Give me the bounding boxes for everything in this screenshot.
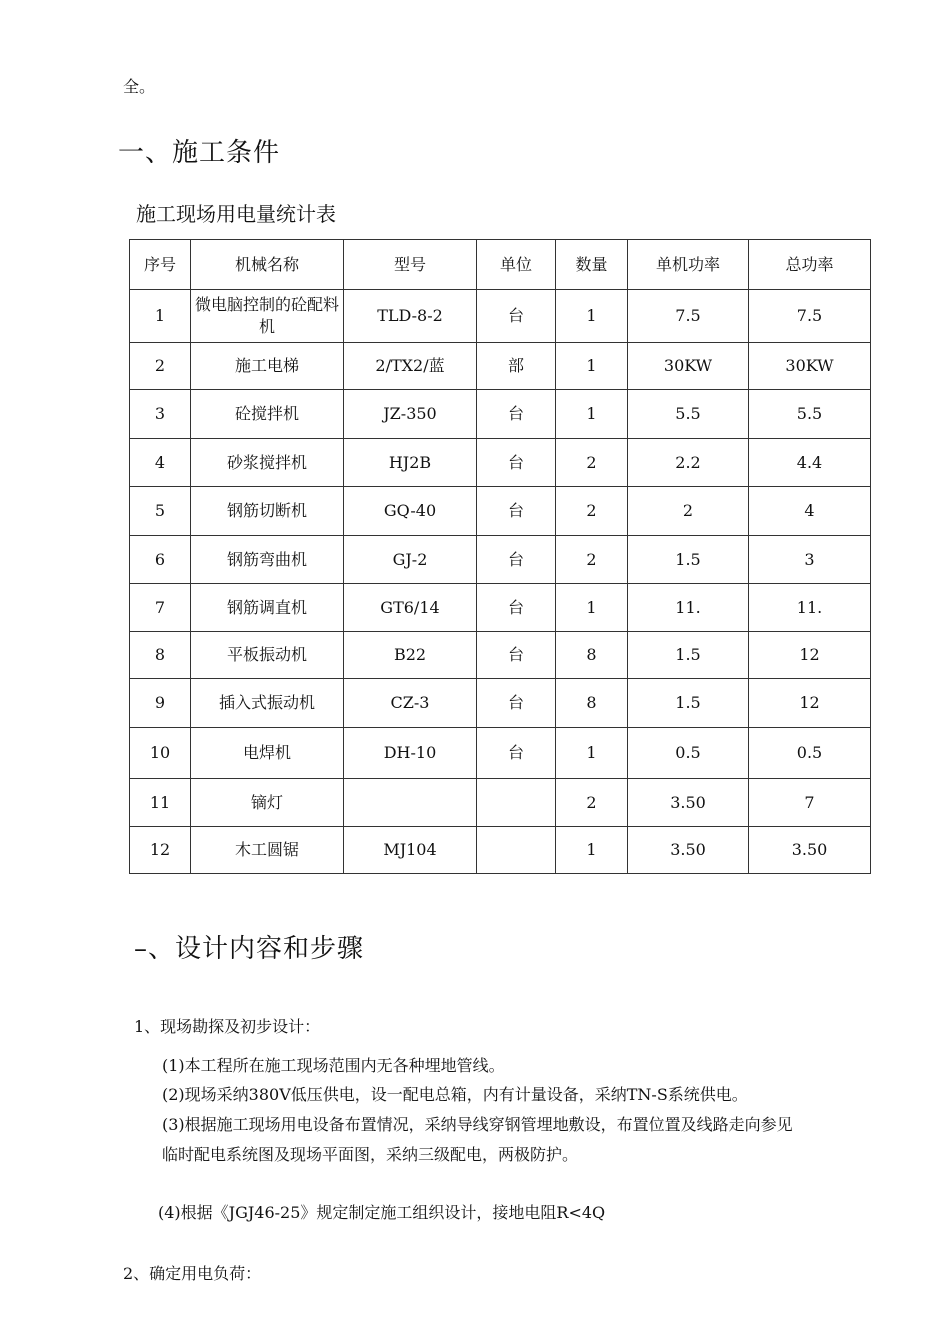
cell-no: 5 <box>130 487 191 536</box>
table-row <box>130 779 871 827</box>
cell-name: 钢筋切断机 <box>191 487 344 536</box>
cell-total-power: 5.5 <box>749 390 871 439</box>
cell-no: 7 <box>130 584 191 632</box>
cell-no: 3 <box>130 390 191 439</box>
step1-item2: (2)现场采纳380V低压供电，设一配电总箱，内有计量设备，采纳TN-S系统供电。 <box>162 1085 748 1104</box>
cell-name: 砼搅拌机 <box>191 390 344 439</box>
cell-model: GT6/14 <box>344 584 477 632</box>
cell-total-power: 0.5 <box>749 728 871 779</box>
cell-unit <box>477 779 556 827</box>
cell-unit: 部 <box>477 343 556 390</box>
cell-model: DH-10 <box>344 728 477 779</box>
step1-item3-cont: 临时配电系统图及现场平面图，采纳三级配电，两极防护。 <box>162 1145 579 1164</box>
table-row <box>130 632 871 679</box>
header-total-power: 总功率 <box>749 240 871 290</box>
step1-heading: 1、现场勘探及初步设计： <box>134 1017 321 1036</box>
cell-total-power: 11. <box>749 584 871 632</box>
cell-model: TLD-8-2 <box>344 290 477 343</box>
cell-total-power: 7 <box>749 779 871 827</box>
cell-name: 木工圆锯 <box>191 827 344 874</box>
table-caption: 施工现场用电量统计表 <box>136 202 336 226</box>
cell-model: JZ-350 <box>344 390 477 439</box>
table-row <box>130 390 871 439</box>
cell-unit-power: 11. <box>628 584 749 632</box>
cell-unit-power: 3.50 <box>628 827 749 874</box>
table-row <box>130 487 871 536</box>
cell-unit: 台 <box>477 632 556 679</box>
cell-no: 6 <box>130 536 191 584</box>
cell-model: MJ104 <box>344 827 477 874</box>
cell-unit: 台 <box>477 536 556 584</box>
cell-total-power: 12 <box>749 679 871 728</box>
cell-total-power: 4 <box>749 487 871 536</box>
cell-unit-power: 3.50 <box>628 779 749 827</box>
cell-no: 9 <box>130 679 191 728</box>
cell-total-power: 3 <box>749 536 871 584</box>
cell-unit-power: 2 <box>628 487 749 536</box>
table-row <box>130 290 871 343</box>
cell-qty: 2 <box>556 779 628 827</box>
cell-model: CZ-3 <box>344 679 477 728</box>
cell-unit: 台 <box>477 584 556 632</box>
cell-name: 镝灯 <box>191 779 344 827</box>
cell-no: 4 <box>130 439 191 487</box>
cell-qty: 1 <box>556 290 628 343</box>
cell-name: 钢筋调直机 <box>191 584 344 632</box>
cell-unit <box>477 827 556 874</box>
cell-unit-power: 2.2 <box>628 439 749 487</box>
header-unit: 单位 <box>477 240 556 290</box>
cell-name: 平板振动机 <box>191 632 344 679</box>
cell-name: 微电脑控制的砼配料机 <box>191 290 344 343</box>
cell-qty: 1 <box>556 827 628 874</box>
cell-qty: 1 <box>556 728 628 779</box>
cell-name: 插入式振动机 <box>191 679 344 728</box>
cell-qty: 2 <box>556 487 628 536</box>
cell-name: 电焊机 <box>191 728 344 779</box>
section2-heading: –、设计内容和步骤 <box>134 934 365 964</box>
table-row <box>130 536 871 584</box>
cell-no: 12 <box>130 827 191 874</box>
header-model: 型号 <box>344 240 477 290</box>
cell-qty: 1 <box>556 343 628 390</box>
cell-qty: 2 <box>556 439 628 487</box>
cell-no: 11 <box>130 779 191 827</box>
cell-unit-power: 0.5 <box>628 728 749 779</box>
cell-unit-power: 1.5 <box>628 632 749 679</box>
table-row <box>130 679 871 728</box>
cell-model: GJ-2 <box>344 536 477 584</box>
cell-unit: 台 <box>477 439 556 487</box>
intro-tail-text: 全。 <box>123 77 156 96</box>
cell-unit: 台 <box>477 679 556 728</box>
cell-total-power: 12 <box>749 632 871 679</box>
cell-model: B22 <box>344 632 477 679</box>
cell-qty: 8 <box>556 632 628 679</box>
cell-qty: 1 <box>556 390 628 439</box>
cell-name: 施工电梯 <box>191 343 344 390</box>
table-row <box>130 343 871 390</box>
step1-item3: (3)根据施工现场用电设备布置情况，采纳导线穿钢管埋地敷设，布置位置及线路走向参见 <box>162 1115 793 1134</box>
cell-model: HJ2B <box>344 439 477 487</box>
cell-name: 砂浆搅拌机 <box>191 439 344 487</box>
step2-heading: 2、确定用电负荷： <box>123 1264 262 1283</box>
cell-no: 2 <box>130 343 191 390</box>
cell-unit: 台 <box>477 290 556 343</box>
table-header-row <box>130 240 871 290</box>
step1-item4: (4)根据《JGJ46-25》规定制定施工组织设计，接地电阻R<4Q <box>158 1203 606 1222</box>
cell-no: 10 <box>130 728 191 779</box>
header-name: 机械名称 <box>191 240 344 290</box>
section1-heading: 一、施工条件 <box>118 138 281 168</box>
cell-unit: 台 <box>477 487 556 536</box>
cell-model: GQ-40 <box>344 487 477 536</box>
cell-unit: 台 <box>477 390 556 439</box>
cell-unit-power: 1.5 <box>628 536 749 584</box>
cell-unit-power: 30KW <box>628 343 749 390</box>
cell-unit-power: 7.5 <box>628 290 749 343</box>
cell-name: 钢筋弯曲机 <box>191 536 344 584</box>
cell-qty: 8 <box>556 679 628 728</box>
table-row <box>130 439 871 487</box>
cell-qty: 1 <box>556 584 628 632</box>
cell-unit-power: 1.5 <box>628 679 749 728</box>
cell-unit: 台 <box>477 728 556 779</box>
cell-model <box>344 779 477 827</box>
cell-total-power: 4.4 <box>749 439 871 487</box>
header-no: 序号 <box>130 240 191 290</box>
cell-no: 1 <box>130 290 191 343</box>
header-qty: 数量 <box>556 240 628 290</box>
cell-model: 2/TX2/蓝 <box>344 343 477 390</box>
cell-no: 8 <box>130 632 191 679</box>
cell-total-power: 30KW <box>749 343 871 390</box>
cell-qty: 2 <box>556 536 628 584</box>
table-row <box>130 728 871 779</box>
table-row <box>130 827 871 874</box>
header-unit-power: 单机功率 <box>628 240 749 290</box>
step1-item1: (1)本工程所在施工现场范围内无各种埋地管线。 <box>162 1056 505 1075</box>
table-row <box>130 584 871 632</box>
cell-unit-power: 5.5 <box>628 390 749 439</box>
cell-total-power: 7.5 <box>749 290 871 343</box>
cell-total-power: 3.50 <box>749 827 871 874</box>
power-usage-table <box>129 239 871 874</box>
